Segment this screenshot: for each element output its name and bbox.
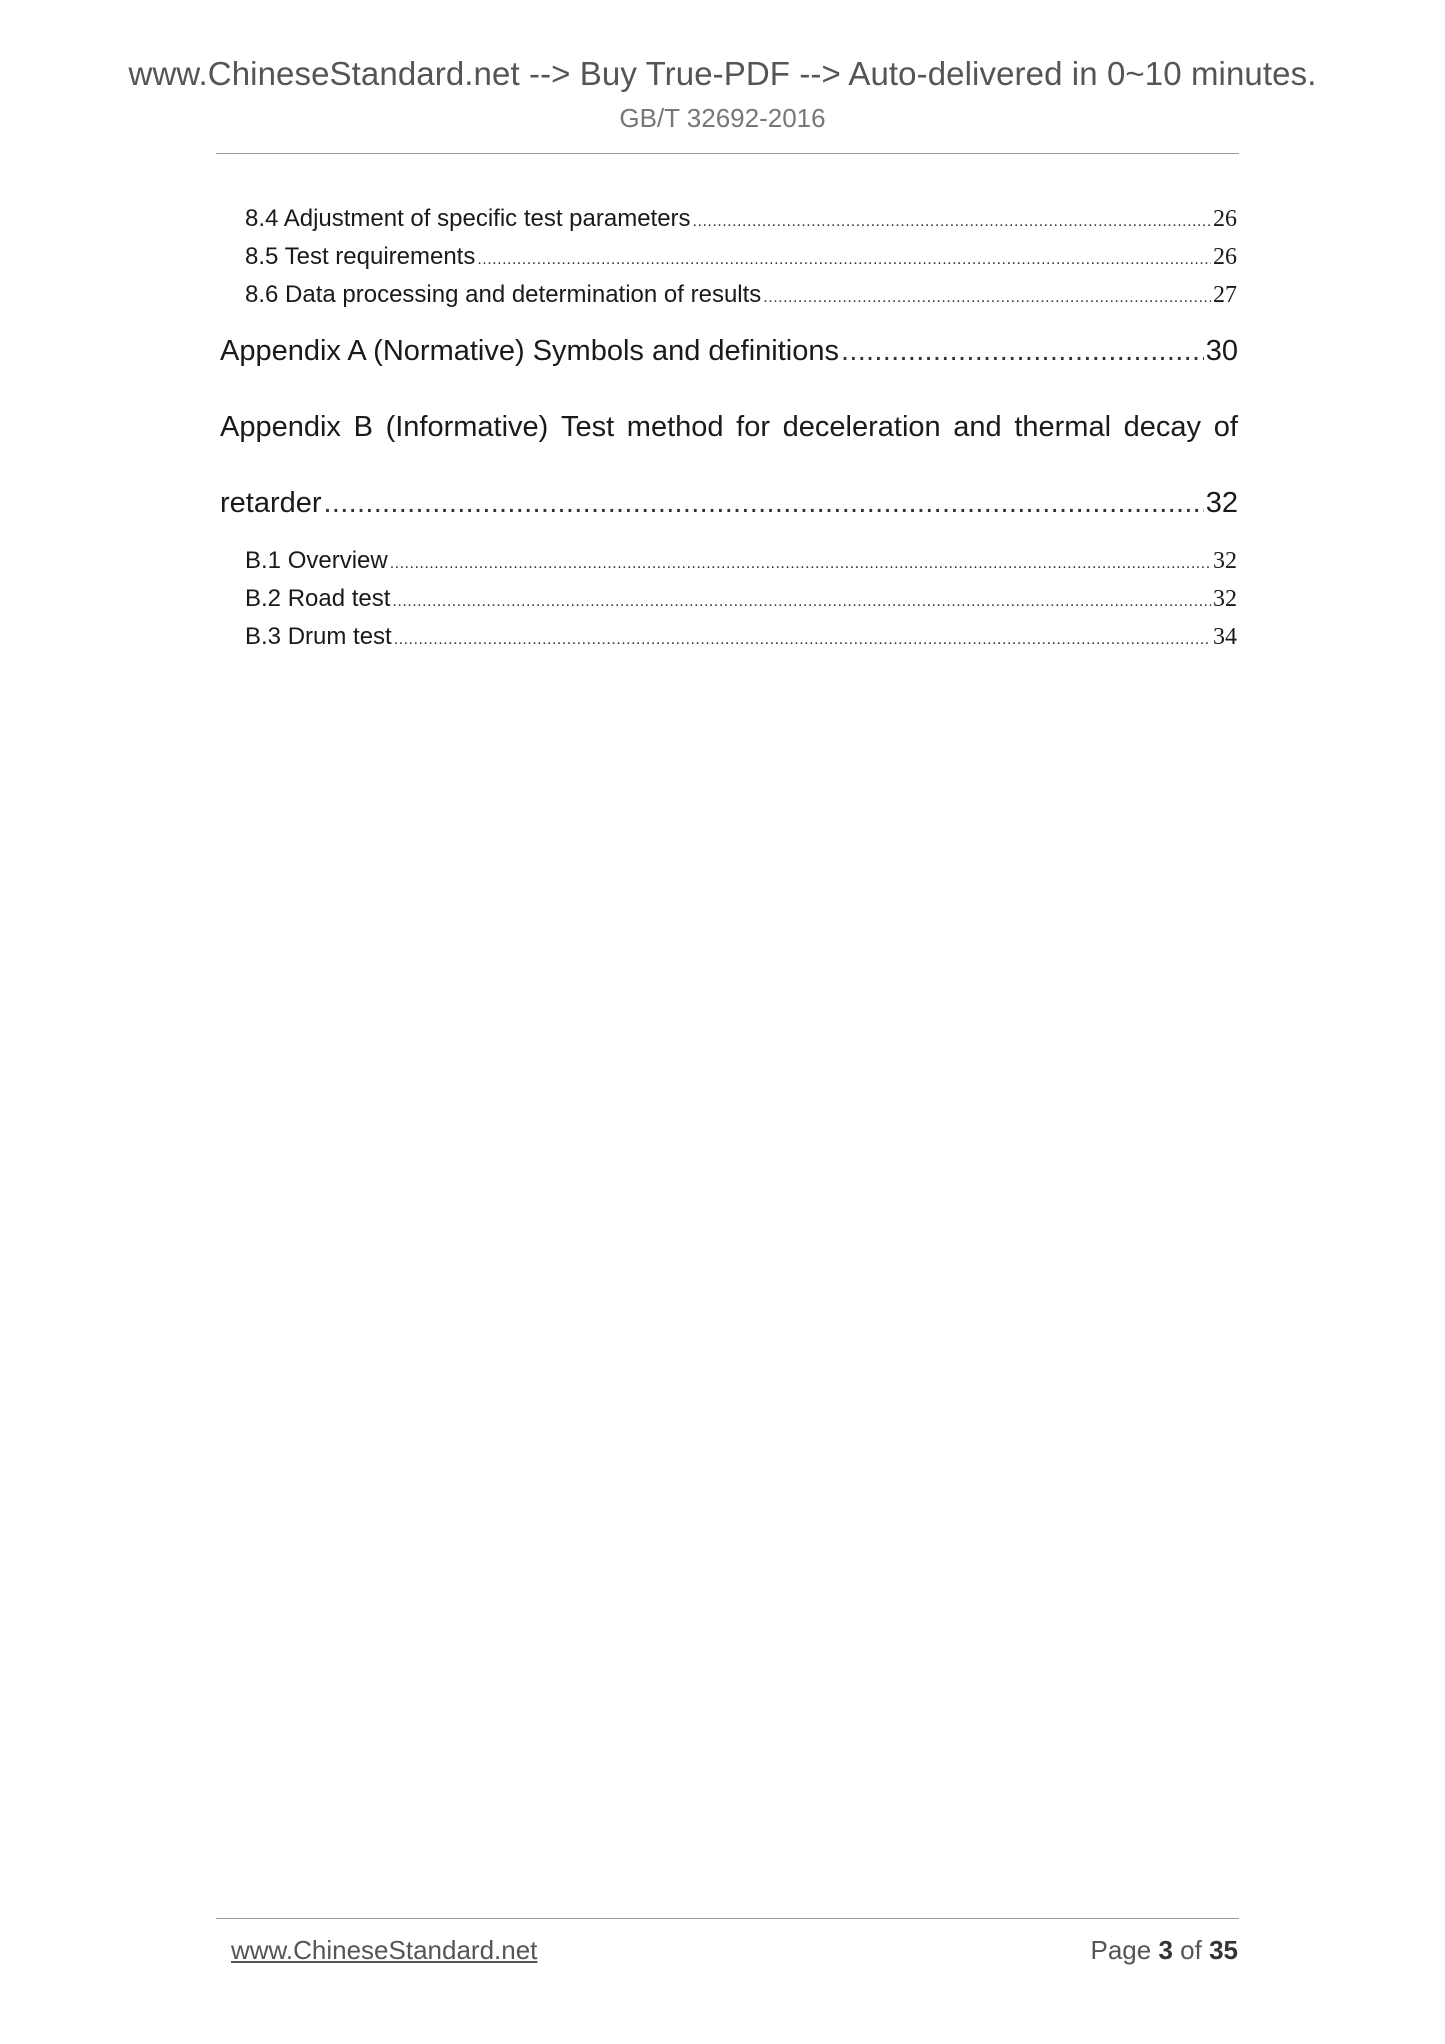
toc-entry-8-4[interactable] xyxy=(245,205,1237,233)
toc-title-word: Test xyxy=(560,411,615,443)
toc-title-word: and xyxy=(953,411,1002,443)
toc-entry-title: 8.4 Adjustment of specific test parameters xyxy=(245,205,691,232)
toc-entry-8-6[interactable] xyxy=(245,281,1237,309)
toc-entry-title-line1 xyxy=(220,411,1238,444)
toc-title-word: of xyxy=(1213,411,1238,443)
toc-entry-8-5[interactable] xyxy=(245,243,1237,271)
toc-dot-leader xyxy=(392,593,1211,611)
toc-entry-title: B.3 Drum test xyxy=(245,623,392,650)
footer-site-link[interactable]: www.ChineseStandard.net xyxy=(231,1935,538,1965)
toc-title-word: deceleration xyxy=(782,411,941,443)
page-of: of xyxy=(1180,1935,1202,1965)
toc-entry-b-1[interactable] xyxy=(245,547,1237,575)
toc-entry-b-3[interactable] xyxy=(245,623,1237,651)
header-divider xyxy=(216,153,1239,154)
toc-entry-title: retarder xyxy=(220,487,322,519)
toc-title-word: thermal xyxy=(1014,411,1112,443)
toc-entry-title: Appendix A (Normative) Symbols and definitions xyxy=(220,335,839,367)
footer-page-number xyxy=(1090,1935,1238,1966)
toc-entry-page: 26 xyxy=(1213,244,1237,270)
toc-entry-title: 8.5 Test requirements xyxy=(245,243,476,270)
toc-title-word: method xyxy=(626,411,724,443)
toc-dot-leader xyxy=(324,487,1204,520)
toc-entry-page: 32 xyxy=(1213,586,1237,612)
toc-entry-title-line2 xyxy=(220,487,1238,520)
header-site-line[interactable]: www.ChineseStandard.net --> Buy True-PDF --> Auto-delivered in 0~10 minutes. xyxy=(128,55,1317,92)
toc-entry-appendix-a[interactable] xyxy=(220,335,1238,368)
toc-entry-title: 8.6 Data processing and determination of results xyxy=(245,281,762,308)
toc-title-word: decay xyxy=(1123,411,1202,443)
toc-entry-page: 34 xyxy=(1213,624,1237,650)
toc-title-word: Appendix xyxy=(220,411,341,443)
toc-entry-title: B.1 Overview xyxy=(245,547,388,574)
toc-entry-page: 32 xyxy=(1205,487,1238,519)
toc-title-word: (Informative) xyxy=(385,411,549,443)
toc-entry-page: 27 xyxy=(1213,282,1237,308)
toc-title-word: B xyxy=(353,411,373,443)
footer-divider xyxy=(216,1918,1239,1919)
toc-entry-title: B.2 Road test xyxy=(245,585,391,612)
toc-title-word: for xyxy=(736,411,771,443)
toc-dot-leader xyxy=(394,631,1211,649)
toc-entry-page: 32 xyxy=(1213,548,1237,574)
toc-dot-leader xyxy=(693,213,1211,231)
toc-entry-page: 26 xyxy=(1213,206,1237,232)
page-prefix: Page xyxy=(1090,1935,1152,1965)
toc-dot-leader xyxy=(841,335,1204,368)
toc-entry-page: 30 xyxy=(1205,335,1238,367)
header-standard-code: GB/T 32692-2016 xyxy=(619,103,826,133)
toc-dot-leader xyxy=(763,289,1211,307)
page-total: 35 xyxy=(1209,1935,1238,1965)
toc-dot-leader xyxy=(477,251,1211,269)
toc-dot-leader xyxy=(390,555,1211,573)
page-current: 3 xyxy=(1158,1935,1173,1965)
toc-entry-b-2[interactable] xyxy=(245,585,1237,613)
